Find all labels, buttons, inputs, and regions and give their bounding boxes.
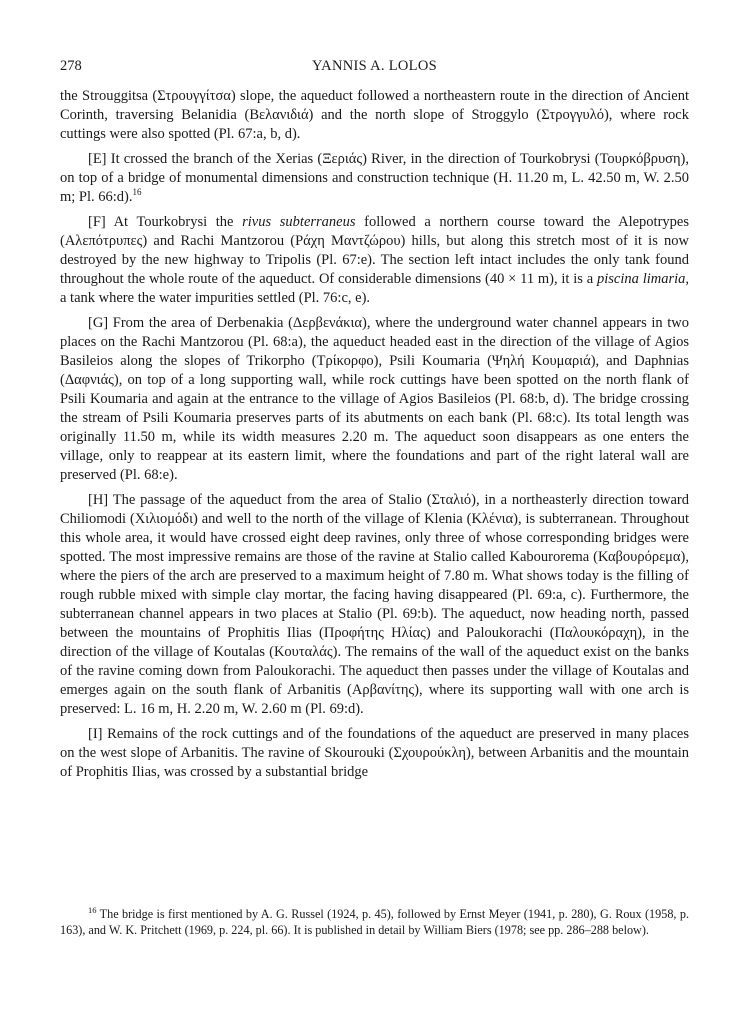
page-number: 278 (60, 58, 82, 74)
paragraph-text: , a tank where the water impurities settled (Pl. 76:c, e). (60, 271, 690, 306)
running-head: YANNIS A. LOLOS (312, 58, 437, 74)
footnote-text: The bridge is first mentioned by A. G. Russel (1924, p. 45), followed by Ernst Meyer (1941, p. 280), G. Roux (1958, p. 163), and W. K. Pritchett (1969, p. 224, pl. 66). It is published in detail by William Biers (1978; see pp. 286–288 below). (60, 907, 689, 937)
paragraph-h (60, 491, 689, 719)
paragraph-continuation (60, 87, 689, 144)
page-header (60, 58, 689, 78)
italic-term: rivus subterraneus (242, 214, 356, 230)
section-marker: [G] (88, 315, 109, 331)
italic-term: piscina limaria (597, 271, 686, 287)
paragraph-e (60, 150, 689, 207)
footnote (60, 906, 689, 938)
paragraph-text: followed a northern course toward the Alepotrypes (Αλεπότρυπες) and Rachi Mantzorou (Ράχη Μαντζώρου) hills, but along this stretch most of it is now destroyed by the new highway to Tripolis (Pl. 67:e). The section left intact includes the only tank found throughout the whole route of the aqueduct. Of considerable dimensions (40 × 11 m), it is a (60, 214, 689, 287)
paragraph-g (60, 314, 689, 485)
paragraph-i (60, 725, 689, 782)
section-marker: [E] (88, 151, 107, 167)
section-marker: [H] (88, 492, 109, 508)
footnote-number: 16 (88, 904, 97, 915)
paragraph-text: the Strouggitsa (Στρουγγίτσα) slope, the aqueduct followed a northeastern route in the direction of Ancient Corinth, traversing Belanidia (Βελανιδιά) and the north slope of Stroggylo (Στρογγυλό), where rock cuttings were also spotted (Pl. 67:a, b, d). (60, 88, 689, 142)
body-text (60, 87, 689, 788)
section-marker: [F] (88, 214, 106, 230)
paragraph-text: Remains of the rock cuttings and of the foundations of the aqueduct are preserved in many places on the west slope of Arbanitis. The ravine of Skourouki (Σχουρούκλη), between Arbanitis and the mountain of Prophitis Ilias, was crossed by a substantial bridge (60, 726, 690, 780)
section-marker: [I] (88, 726, 103, 742)
paragraph-text: From the area of Derbenakia (Δερβενάκια), where the underground water channel appears in two places on the Rachi Mantzorou (Pl. 68:a), the aqueduct headed east in the direction of the village of Agios Basileios along the slopes of Trikorpho (Τρίκορφο), Psili Koumaria (Ψηλή Κουμαριά), and Daphnias (Δαφνιάς), on top of a long supporting wall, while rock cuttings have been spotted on the north flank of Psili Koumaria and again at the entrance to the village of Agios Basileios (Pl. 68:b, d). The bridge crossing the stream of Psili Koumaria preserves parts of its abutments on each bank (Pl. 68:c). Its total length was originally 11.50 m, while its width measures 2.20 m. The aqueduct soon disappears as one enters the village, only to reappear at its eastern limit, where the foundations and part of the right lateral wall are preserved (Pl. 68:e). (60, 315, 690, 483)
footnote-reference[interactable]: 16 (132, 187, 142, 198)
paragraph-f (60, 213, 689, 308)
paragraph-text: It crossed the branch of the Xerias (Ξεριάς) River, in the direction of Tourkobrysi (Τουρκόβρυση), on top of a bridge of monumental dimensions and construction technique (H. 11.20 m, L. 42.50 m, W. 2.50 m; Pl. 66:d). (60, 151, 689, 205)
paragraph-text: At Tourkobrysi the (113, 214, 234, 230)
paragraph-text: The passage of the aqueduct from the area of Stalio (Σταλιό), in a northeasterly direction toward Chiliomodi (Χιλιομόδι) and well to the north of the village of Klenia (Κλένια), is subterranean. Throughout this whole area, it would have crossed eight deep ravines, only three of whose corresponding bridges were spotted. The most impressive remains are those of the ravine at Stalio called Kabourorema (Καβουρόρεμα), where the piers of the arch are preserved to a maximum height of 7.80 m. What shows today is the filling of rough rubble mixed with simple clay mortar, the facing having disappeared (Pl. 69:a, c). Furthermore, the subterranean channel appears in two places at Stalio (Pl. 69:b). The aqueduct, now heading north, passed between the mountains of Prophitis Ilias (Προφήτης Ηλίας) and Paloukorachi (Παλουκόραχη), in the direction of the village of Koutalas (Κουταλάς). The remains of the wall of the aqueduct exist on the banks of the ravine coming down from Paloukorachi. The aqueduct then passes under the village of Koutalas and emerges again on the south flank of Arbanitis (Αρβανίτης), where its supporting wall with one arch is preserved: L. 16 m, H. 2.20 m, W. 2.60 m (Pl. 69:d). (60, 492, 689, 717)
